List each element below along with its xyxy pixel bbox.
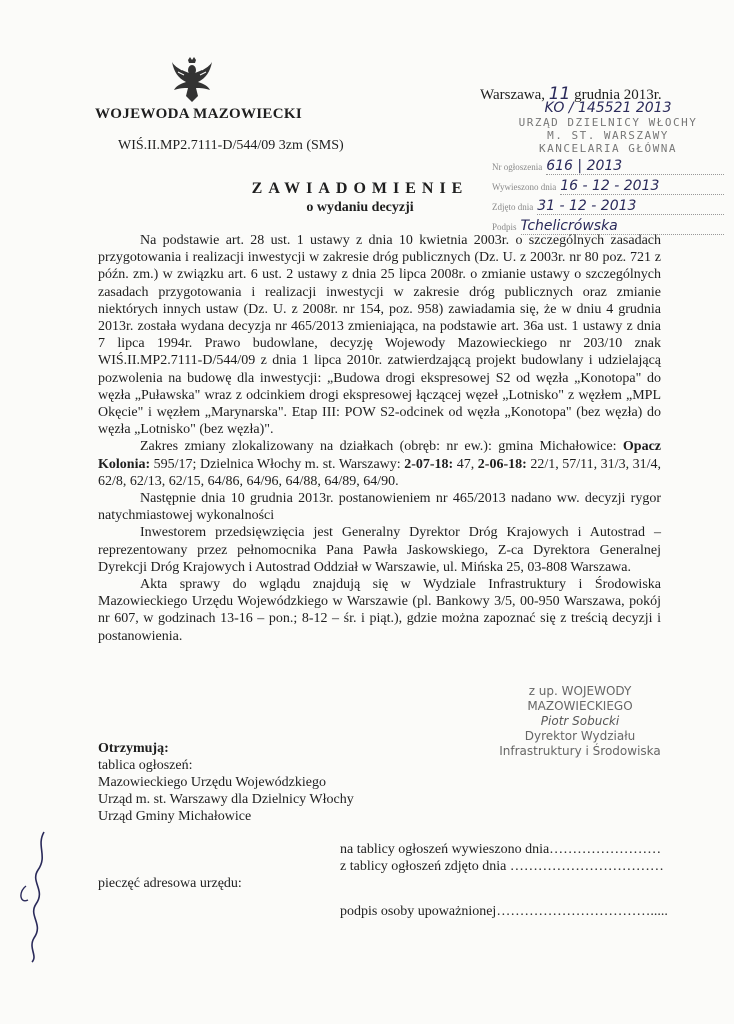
signature-position: Dyrektor Wydziału xyxy=(524,729,636,743)
stamp-nr-label: Nr ogłoszenia xyxy=(492,162,543,172)
posted-line: na tablicy ogłoszeń wywieszono dnia…………………… xyxy=(340,842,662,857)
handwritten-side-signature xyxy=(14,826,60,966)
stamp-office: URZĄD DZIELNICY WŁOCHY xyxy=(518,116,698,129)
paragraph-legal-basis: Na podstawie art. 28 ust. 1 ustawy z dnia 10 kwietnia 2003r. o szczególnych zasadach przygotowania i realizacji inwestycji w zakresie dróg publicznych (Dz. U. z 2003r. nr 80 poz. 721 z późn. zm.) w związku art. 6 ust. 2 ustawy z dnia 25 lipca 2008r. o zmianie ustawy o szczególnych zasadach przygotowania i realizacji inwestycji w zakresie dróg publicznych oraz zmianie niektórych innych ustaw (Dz. U. z 2008r. nr 154, poz. 958) zawiadamia się, że w dniu 4 grudnia 2013r. została wydana decyzja nr 465/2013 zmieniająca, na podstawie art. 36a ust. 1 ustawy z dnia 7 lipca 1994r. Prawo budowlane, decyzję Wojewody Mazowieckiego nr 203/10 znak WIŚ.II.MP2.7111-D/544/09 z dnia 1 lipca 2010r. zatwierdzającą projekt budowlany i udzielającą pozwolenia na budowę dla inwestycji: „Budowa drogi ekspresowej S2 od węzła „Konotopa" do węzła „Puławska" wraz z odcinkiem drogi ekspresowej łączącej węzeł „Lotnisko" z węzłem „MPL Okęcie" i węzłem „Marynarska". Etap III: POW S2-odcinek od węzła „Konotopa" (bez węzła) do węzła „Lotnisko" (bez węzła)". xyxy=(98,233,661,438)
paragraph-files: Akta sprawy do wglądu znajdują się w Wydziale Infrastruktury i Środowiska Mazowieckiego Urzędu Wojewódzkiego w Warszawie (pl. Bankowy 3/5, 00-950 Warszawa, pokój nr 607, w godzinach 13-16 – pon.; 8-12 – śr. i piąt.), gdzie można zapoznać się z treścią decyzji i postanowienia. xyxy=(98,577,661,644)
plots-opacz: Opacz Kolonia: xyxy=(98,439,661,472)
stamp-row-number xyxy=(492,158,724,175)
paragraph-rygor: Następnie dnia 10 grudnia 2013r. postanowieniem nr 465/2013 nadano ww. decyzji rygor natychmiastowej wykonalności xyxy=(98,491,661,524)
plots-opacz-values: 595/17; Dzielnica Włochy m. st. Warszawy: xyxy=(150,456,405,472)
signature-authority: z up. WOJEWODY MAZOWIECKIEGO xyxy=(527,684,633,713)
posting-dates xyxy=(340,841,664,875)
signature-name: Piotr Sobucki xyxy=(540,714,620,728)
handwritten-day: 11 xyxy=(548,84,571,104)
city: Warszawa, xyxy=(480,87,546,103)
document-body xyxy=(98,232,661,645)
plots-precinct-b: 2-06-18: xyxy=(477,456,527,472)
reference-number: WIŚ.II.MP2.7111-D/544/09 3zm (SMS) xyxy=(118,138,344,153)
recipient-item: Urząd m. st. Warszawy dla Dzielnicy Włochy xyxy=(98,792,354,807)
stamp-city: M. ST. WARSZAWY xyxy=(547,129,669,142)
recipients xyxy=(98,740,354,825)
removed-line: z tablicy ogłoszeń zdjęto dnia …………………………… xyxy=(340,859,664,874)
stamp-number: KO / 145521 2013 xyxy=(544,100,672,116)
signature-department: Infrastruktury i Środowiska xyxy=(499,744,661,758)
stamp-removed-value: 31 - 12 - 2013 xyxy=(537,198,724,215)
signature-stamp xyxy=(480,684,680,759)
stamp-signed-label: Podpis xyxy=(492,222,517,232)
plots-precinct-a: 2-07-18: xyxy=(404,456,454,472)
plots-intro: Zakres zmiany zlokalizowany na działkach (obręb: nr ew.): gmina Michałowice: xyxy=(140,439,623,455)
paragraph-investor: Inwestorem przedsięwzięcia jest Generalny Dyrektor Dróg Krajowych i Autostrad – reprezentowany przez pełnomocnika Pana Pawła Jaskowskiego, Z-ca Dyrektora Generalnej Dyrekcji Dróg Krajowych i Autostrad Oddział w Warszawie, ul. Mińska 25, 03-808 Warszawa. xyxy=(98,525,661,575)
plots-precinct-a-values: 47, xyxy=(453,456,478,472)
sender-title: WOJEWODA MAZOWIECKI xyxy=(95,106,302,122)
office-stamp-slot: pieczęć adresowa urzędu: xyxy=(98,876,242,891)
month-year: grudnia 2013r. xyxy=(574,87,662,103)
stamp-row-removed xyxy=(492,198,724,215)
stamp-posted-value: 16 - 12 - 2013 xyxy=(560,178,724,195)
stamp-chancellery: KANCELARIA GŁÓWNA xyxy=(538,142,678,155)
recipients-heading: Otrzymują: xyxy=(98,741,169,756)
stamp-row-posted xyxy=(492,178,724,195)
document-subtitle: o wydaniu decyzji xyxy=(306,200,414,215)
eagle-emblem-icon xyxy=(170,56,214,104)
stamp-posted-label: Wywieszono dnia xyxy=(492,182,557,192)
recipients-sub: tablica ogłoszeń: xyxy=(98,758,193,773)
authorized-signature-line: podpis osoby upoważnionej……………………………..... xyxy=(340,904,668,919)
plots-precinct-b-values: 22/1, 57/11, 31/3, 31/4, 62/8, 62/13, 62/15, 64/86, 64/96, 64/88, 64/89, 64/90. xyxy=(98,456,661,489)
stamp-signed-value: Tchelicrówska xyxy=(521,218,724,235)
document-title: ZAWIADOMIENIE xyxy=(251,180,469,197)
registry-stamp xyxy=(492,100,724,235)
recipient-item: Mazowieckiego Urzędu Wojewódzkiego xyxy=(98,775,326,790)
stamp-nr-value: 616 | 2013 xyxy=(546,158,724,175)
recipient-item: Urząd Gminy Michałowice xyxy=(98,809,252,824)
stamp-removed-label: Zdjęto dnia xyxy=(492,202,534,212)
paragraph-plots xyxy=(98,438,661,490)
